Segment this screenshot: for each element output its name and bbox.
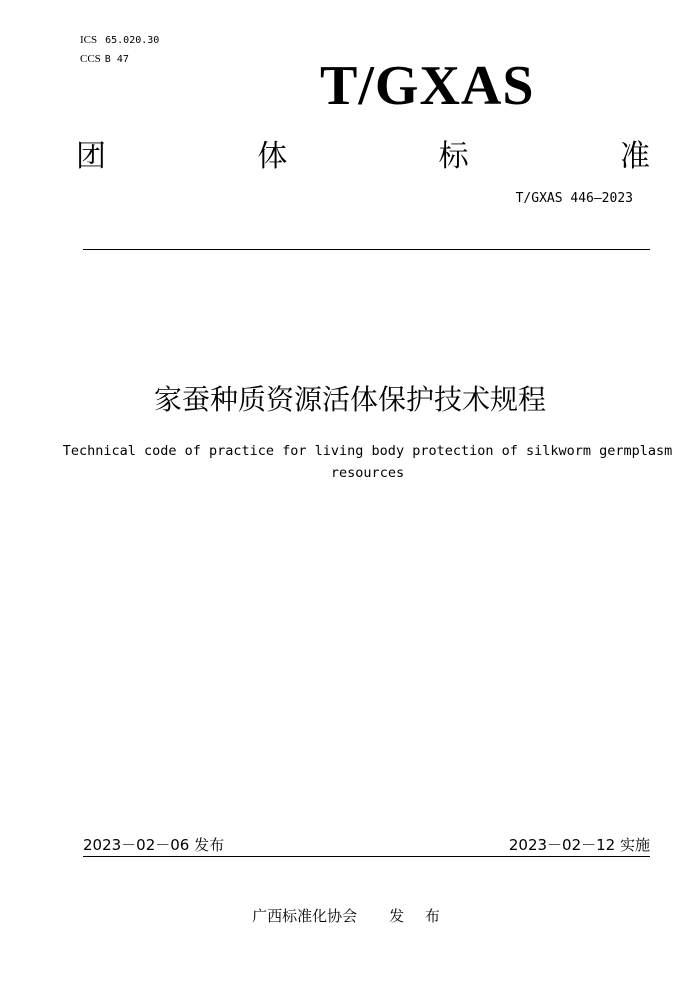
standard-type-char: 准 [619,139,650,174]
ics-code [80,34,159,46]
ics-label: ICS [80,34,98,46]
ccs-code [80,53,129,65]
standard-type-heading [76,133,650,173]
standard-type-char: 体 [257,139,288,174]
document-title-english: Technical code of practice for living body protection of silkworm germplasm resources [62,443,673,481]
issuer-name: 广西标准化协会 [252,907,358,925]
document-title-chinese: 家蚕种质资源活体保护技术规程 [153,383,546,416]
implement-date: 2023－02－12 实施 [508,836,650,854]
standard-number: T/GXAS 446—2023 [515,191,633,206]
ics-value: 65.020.30 [105,35,160,46]
issuer-line [0,905,700,926]
bottom-divider [83,856,650,857]
standard-type-char: 标 [438,139,469,174]
publish-date: 2023－02－06 发布 [83,836,225,854]
standard-type-char: 团 [76,139,106,174]
ccs-label: CCS [80,53,101,65]
top-divider [83,249,650,250]
standard-code-logo: T/GXAS [320,55,535,117]
ccs-value: B 47 [104,54,129,65]
issuer-action: 发 布 [389,907,448,925]
